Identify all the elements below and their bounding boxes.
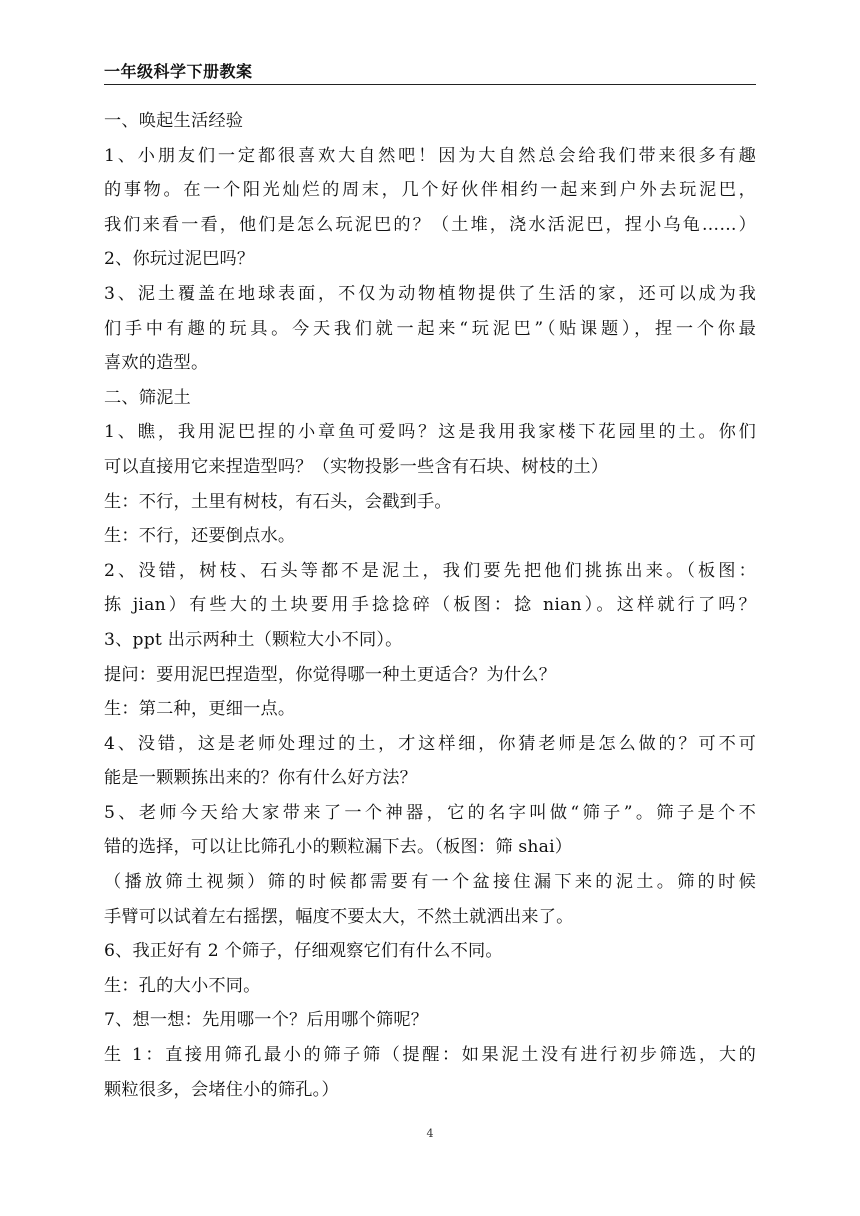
text-line: 4、没错，这是老师处理过的土，才这样细，你猜老师是怎么做的？可不可 (104, 733, 756, 754)
text-line: 生：孔的大小不同。 (104, 975, 261, 996)
text-line: 生：第二种，更细一点。 (104, 699, 296, 720)
text-line: 5、老师今天给大家带来了一个神器，它的名字叫做“筛子”。筛子是个不 (104, 802, 756, 823)
text-line: 们手中有趣的玩具。今天我们就一起来“玩泥巴”（贴课题），捏一个你最 (104, 318, 756, 339)
text-line: 能是一颗颗拣出来的？你有什么好方法？ (104, 768, 417, 789)
page-header (104, 60, 756, 85)
page-number: 4 (426, 1127, 434, 1140)
text-line: 手臂可以试着左右摇摆，幅度不要太大，不然土就洒出来了。 (104, 906, 574, 927)
text-line: 6、我正好有 2 个筛子，仔细观察它们有什么不同。 (104, 941, 503, 962)
text-line: 2、没错，树枝、石头等都不是泥土，我们要先把他们挑拣出来。（板图： (104, 560, 756, 581)
text-line: 喜欢的造型。 (104, 353, 209, 374)
text-line: 1、瞧，我用泥巴捏的小章鱼可爱吗？这是我用我家楼下花园里的土。你们 (104, 422, 756, 443)
text-line: 颗粒很多，会堵住小的筛孔。） (104, 1079, 339, 1100)
text-line: 生：不行，土里有树枝，有石头，会戳到手。 (104, 491, 452, 512)
text-line: 我们来看一看，他们是怎么玩泥巴的？（土堆，浇水活泥巴，捏小乌龟……） (104, 214, 756, 235)
document-title: 一年级科学下册教案 (104, 62, 253, 81)
text-line: 一、唤起生活经验 (104, 111, 244, 131)
document-body (104, 104, 756, 1107)
text-line: 生 1：直接用筛孔最小的筛子筛（提醒：如果泥土没有进行初步筛选，大的 (104, 1045, 756, 1066)
text-line: 生：不行，还要倒点水。 (104, 526, 296, 547)
text-line: 的事物。在一个阳光灿烂的周末，几个好伙伴相约一起来到户外去玩泥巴， (104, 180, 756, 201)
text-line: 可以直接用它来捏造型吗？（实物投影一些含有石块、树枝的土） (104, 456, 609, 477)
text-line: 提问：要用泥巴捏造型，你觉得哪一种土更适合？为什么？ (104, 664, 557, 685)
text-line: 3、泥土覆盖在地球表面，不仅为动物植物提供了生活的家，还可以成为我 (104, 283, 756, 304)
text-line: （播放筛土视频）筛的时候都需要有一个盆接住漏下来的泥土。筛的时候 (104, 872, 756, 893)
text-line: 2、你玩过泥巴吗？ (104, 249, 255, 270)
text-line: 7、想一想：先用哪一个？后用哪个筛呢？ (104, 1010, 429, 1031)
text-line: 拣 jian）有些大的土块要用手捻捻碎（板图：捻 nian）。这样就行了吗？ (104, 595, 756, 616)
text-line: 错的选择，可以让比筛孔小的颗粒漏下去。（板图：筛 shai） (104, 837, 573, 858)
text-line: 1、小朋友们一定都很喜欢大自然吧！因为大自然总会给我们带来很多有趣 (104, 145, 756, 166)
text-line: 3、ppt 出示两种土（颗粒大小不同）。 (104, 629, 403, 650)
text-line: 二、筛泥土 (104, 387, 191, 408)
